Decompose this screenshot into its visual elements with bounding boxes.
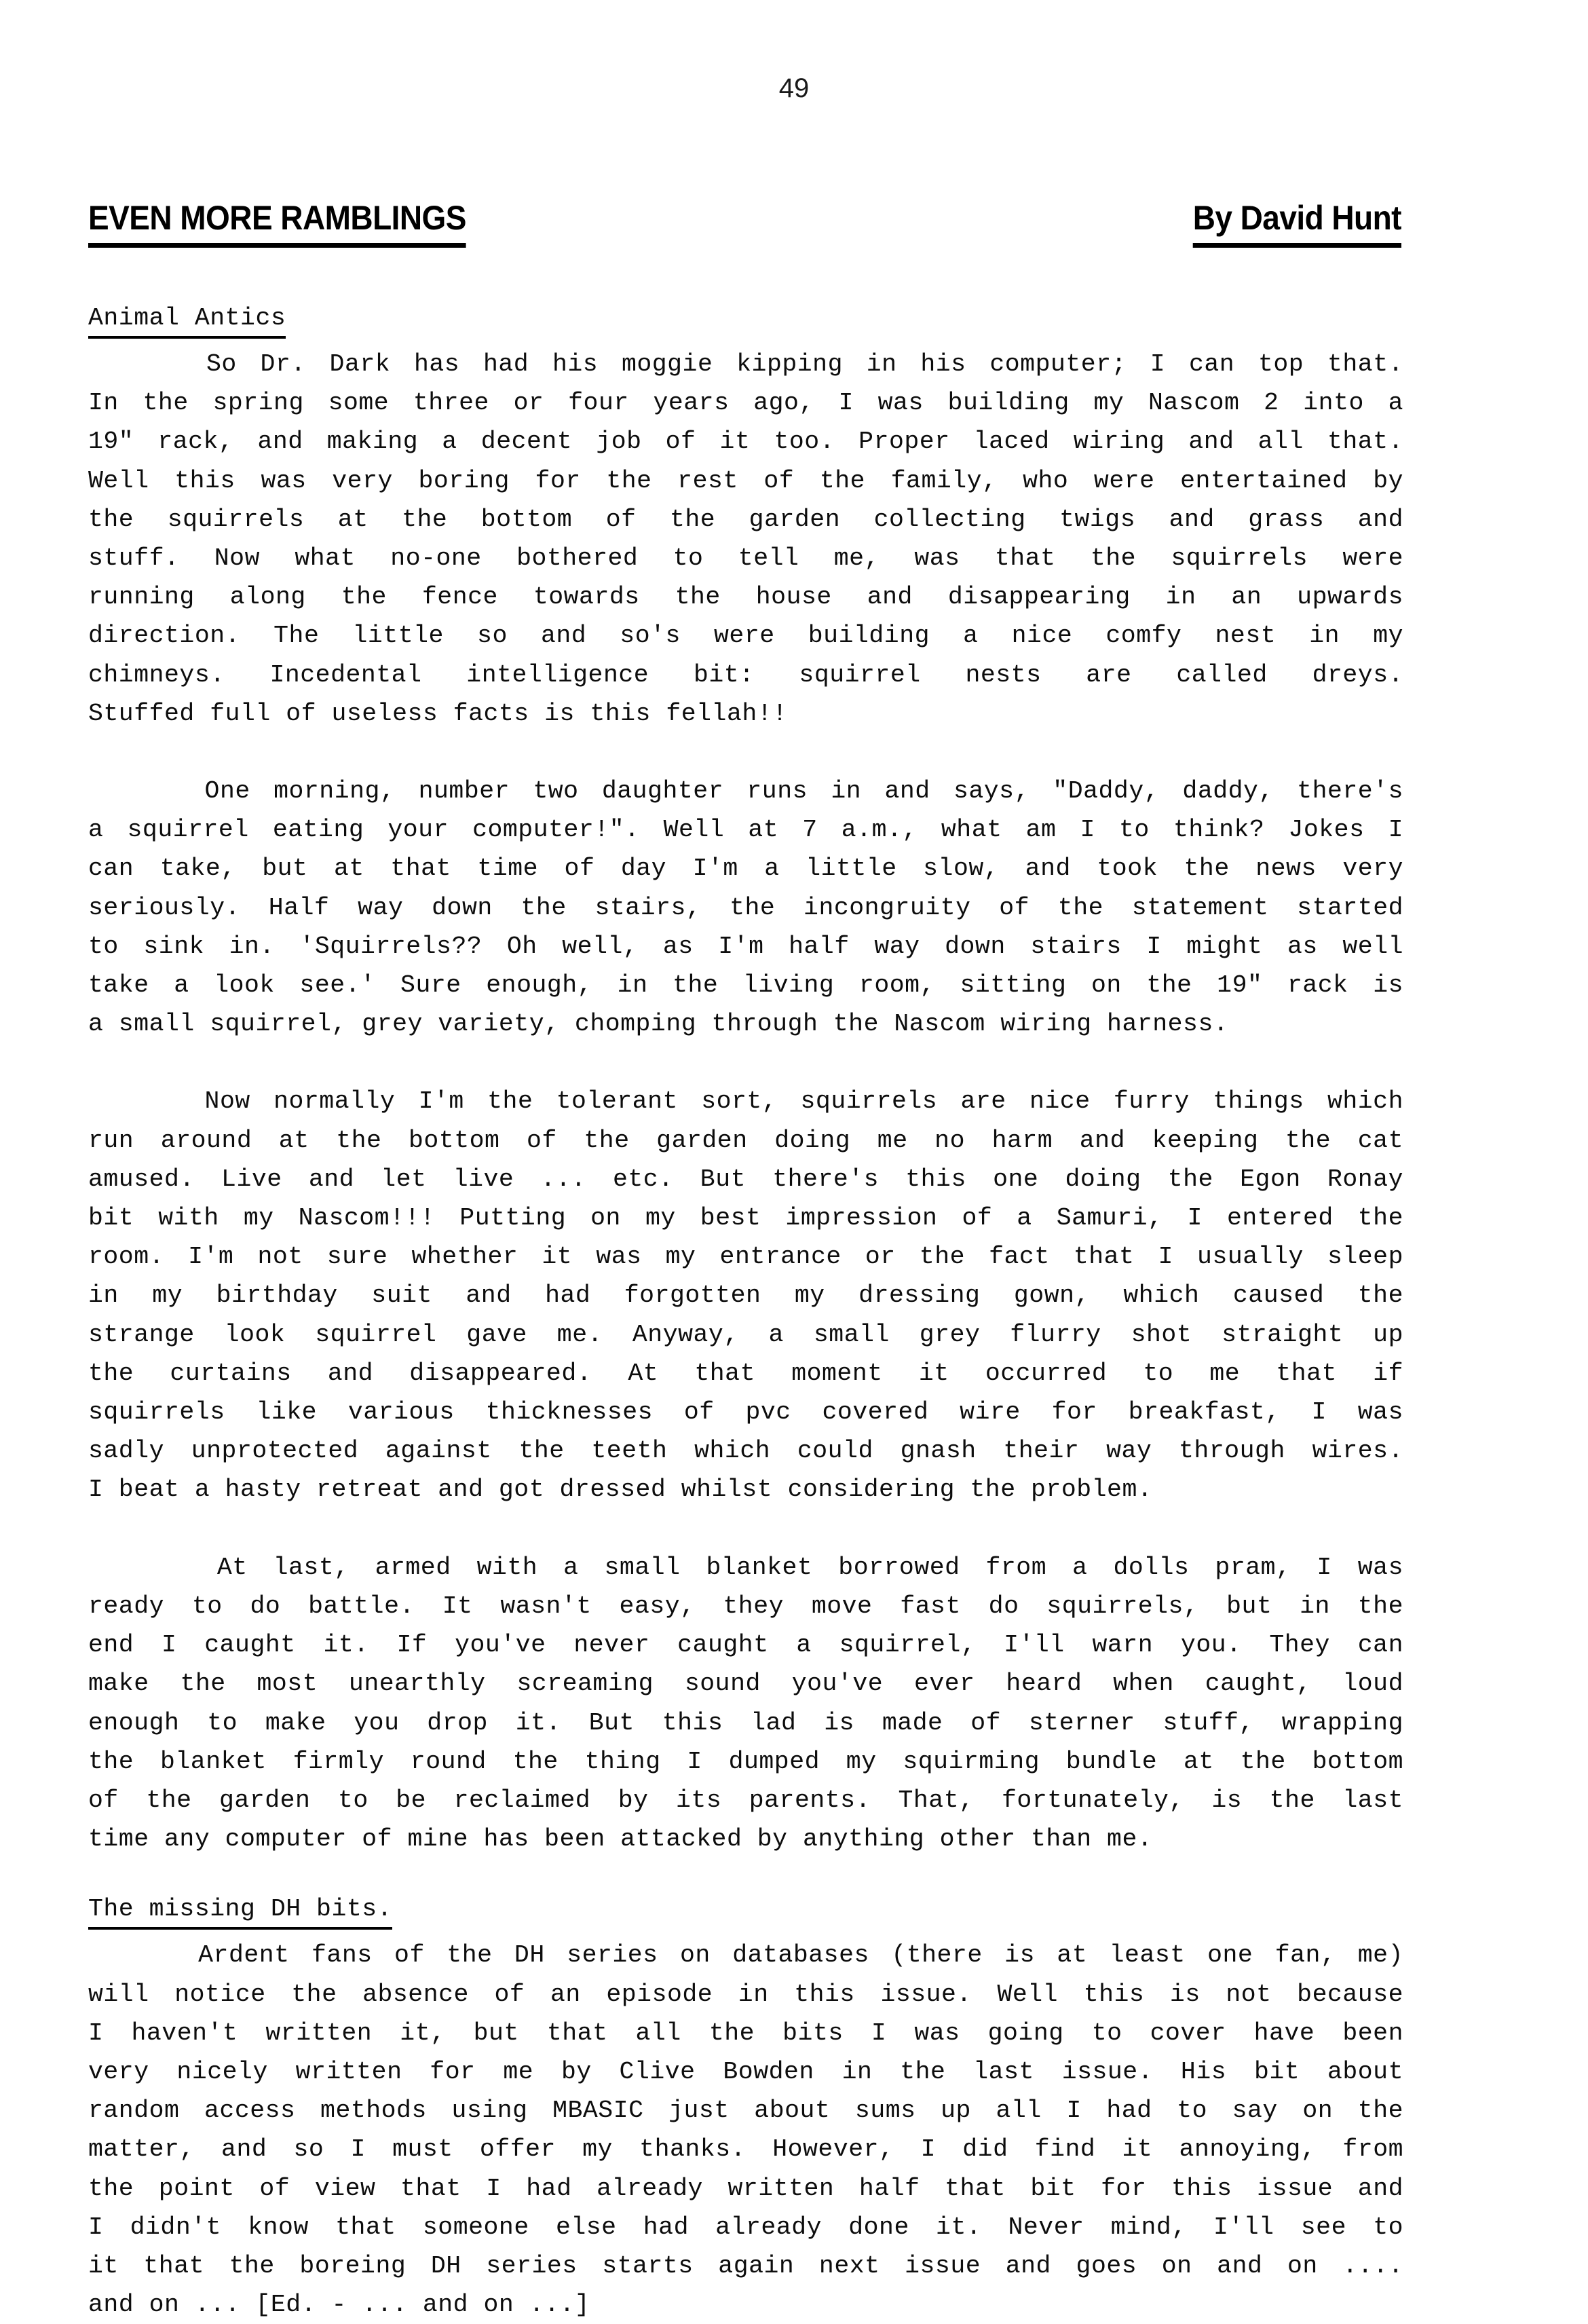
text-line: amused. Live and let live ... etc. But there's this one doing the Egon Ronay	[88, 1165, 1403, 1193]
section-heading: Animal Antics	[88, 302, 286, 339]
paragraph	[88, 1082, 1403, 1509]
text-line: One morning, number two daughter runs in and says, "Daddy, daddy, there's	[88, 777, 1403, 806]
text-line: enough to make you drop it. But this lad is made of sterner stuff, wrapping	[88, 1708, 1403, 1737]
text-line: Stuffed full of useless facts is this fellah!!	[88, 699, 788, 728]
text-line: run around at the bottom of the garden doing me no harm and keeping the cat	[88, 1126, 1403, 1155]
text-line: Now normally I'm the tolerant sort, squirrels are nice furry things which	[88, 1087, 1403, 1116]
article-masthead	[88, 201, 1401, 248]
text-line: the curtains and disappeared. At that moment it occurred to me that if	[88, 1359, 1403, 1387]
text-line: the point of view that I had already written half that bit for this issue and	[88, 2174, 1403, 2203]
text-line: In the spring some three or four years ago, I was building my Nascom 2 into a	[88, 389, 1403, 417]
text-line: to sink in. 'Squirrels?? Oh well, as I'm half way down stairs I might as well	[88, 932, 1403, 960]
text-line: bit with my Nascom!!! Putting on my best impression of a Samuri, I entered the	[88, 1204, 1403, 1233]
text-line: ready to do battle. It wasn't easy, they move fast do squirrels, but in the	[88, 1592, 1403, 1620]
text-line: room. I'm not sure whether it was my entrance or the fact that I usually sleep	[88, 1243, 1403, 1271]
text-line: chimneys. Incedental intelligence bit: squirrel nests are called dreys.	[88, 660, 1403, 689]
section-heading-wrapper	[88, 1890, 1403, 1930]
article-byline: By David Hunt	[1193, 201, 1401, 248]
text-line: Ardent fans of the DH series on databases (there is at least one fan, me)	[88, 1941, 1403, 1970]
text-line: very nicely written for me by Clive Bowden in the last issue. His bit about	[88, 2057, 1403, 2086]
page-number: 49	[778, 73, 810, 103]
text-line: running along the fence towards the house and disappearing in an upwards	[88, 583, 1403, 612]
text-line: a small squirrel, grey variety, chomping through the Nascom wiring harness.	[88, 1010, 1229, 1038]
text-line: take a look see.' Sure enough, in the living room, sitting on the 19" rack is	[88, 971, 1403, 1000]
section-heading-wrapper	[88, 299, 1403, 339]
paragraph	[88, 1548, 1403, 1859]
text-line: direction. The little so and so's were building a nice comfy nest in my	[88, 622, 1403, 650]
text-line: sadly unprotected against the teeth which could gnash their way through wires.	[88, 1437, 1403, 1465]
text-line: in my birthday suit and had forgotten my dressing gown, which caused the	[88, 1281, 1403, 1310]
article-body	[88, 299, 1403, 2324]
paragraph	[88, 1936, 1403, 2324]
article-title: EVEN MORE RAMBLINGS	[88, 201, 466, 248]
text-line: So Dr. Dark has had his moggie kipping in his computer; I can top that.	[88, 350, 1403, 378]
paragraph	[88, 772, 1403, 1043]
text-line: stuff. Now what no-one bothered to tell me, was that the squirrels were	[88, 544, 1403, 573]
text-line: strange look squirrel gave me. Anyway, a small grey flurry shot straight up	[88, 1320, 1403, 1349]
text-line: and on ... [Ed. - ... and on ...]	[88, 2291, 590, 2319]
text-line: time any computer of mine has been attacked by anything other than me.	[88, 1825, 1153, 1854]
text-line: seriously. Half way down the stairs, the incongruity of the statement started	[88, 893, 1403, 922]
paragraph	[88, 345, 1403, 733]
text-line: Well this was very boring for the rest of the family, who were entertained by	[88, 466, 1403, 495]
text-line: the squirrels at the bottom of the garden collecting twigs and grass and	[88, 505, 1403, 533]
text-line: it that the boreing DH series starts again next issue and goes on and on ....	[88, 2251, 1403, 2280]
text-line: 19" rack, and making a decent job of it too. Proper laced wiring and all that.	[88, 428, 1403, 456]
text-line: I beat a hasty retreat and got dressed whilst considering the problem.	[88, 1476, 1153, 1504]
text-line: a squirrel eating your computer!". Well at 7 a.m., what am I to think? Jokes I	[88, 816, 1403, 844]
section-heading: The missing DH bits.	[88, 1893, 392, 1930]
text-line: will notice the absence of an episode in this issue. Well this is not because	[88, 1980, 1403, 2008]
text-line: At last, armed with a small blanket borrowed from a dolls pram, I was	[88, 1553, 1403, 1581]
text-line: random access methods using MBASIC just about sums up all I had to say on the	[88, 2097, 1403, 2125]
text-line: can take, but at that time of day I'm a little slow, and took the news very	[88, 855, 1403, 883]
text-line: end I caught it. If you've never caught a squirrel, I'll warn you. They can	[88, 1631, 1403, 1660]
text-line: matter, and so I must offer my thanks. However, I did find it annoying, from	[88, 2135, 1403, 2164]
text-line: make the most unearthly screaming sound you've ever heard when caught, loud	[88, 1670, 1403, 1698]
text-line: squirrels like various thicknesses of pvc covered wire for breakfast, I was	[88, 1398, 1403, 1427]
text-line: of the garden to be reclaimed by its parents. That, fortunately, is the last	[88, 1786, 1403, 1814]
text-line: I haven't written it, but that all the bits I was going to cover have been	[88, 2019, 1403, 2047]
text-line: the blanket firmly round the thing I dumped my squirming bundle at the bottom	[88, 1747, 1403, 1776]
text-line: I didn't know that someone else had already done it. Never mind, I'll see to	[88, 2213, 1403, 2241]
